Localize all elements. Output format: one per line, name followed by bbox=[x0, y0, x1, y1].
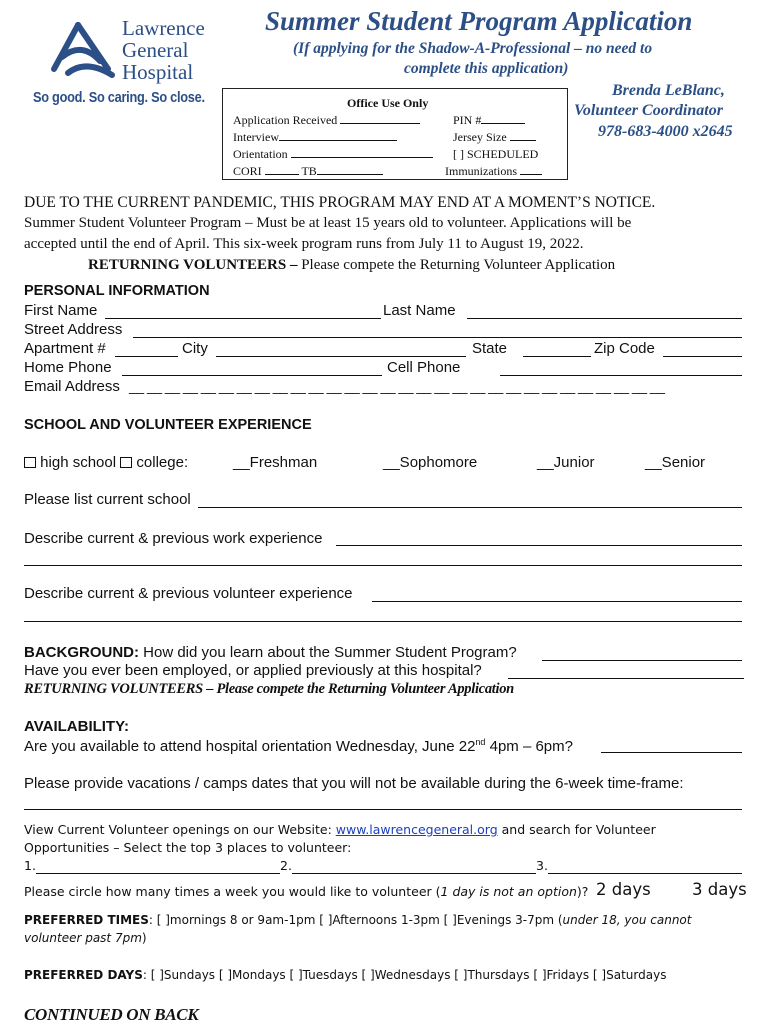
frequency-option-3-days[interactable]: 3 days bbox=[692, 880, 747, 899]
senior-option[interactable]: __Senior bbox=[645, 454, 706, 471]
logo-tagline: So good. So caring. So close. bbox=[33, 90, 205, 106]
vacation-dates-field[interactable] bbox=[24, 809, 742, 810]
preferred-days-options[interactable]: : [ ]Sundays [ ]Mondays [ ]Tuesdays [ ]Wednesdays [ ]Thursdays [ ]Fridays [ ]Saturdays bbox=[142, 968, 667, 982]
volunteer-experience-label: Describe current & previous volunteer experience bbox=[24, 585, 353, 602]
choice-1-field[interactable] bbox=[36, 873, 280, 874]
office-scheduled: [ ] SCHEDULED bbox=[453, 147, 539, 161]
preferred-days-label: PREFERRED DAYS bbox=[24, 968, 143, 982]
orientation-question: Are you available to attend hospital orientation Wednesday, June 22 bbox=[24, 738, 476, 755]
state-label: State bbox=[472, 340, 508, 357]
coordinator-role: Volunteer Coordinator bbox=[574, 102, 723, 119]
work-experience-field[interactable] bbox=[336, 545, 742, 546]
preferred-times-line-2 bbox=[24, 931, 147, 945]
office-pin: PIN # bbox=[453, 113, 482, 127]
junior-option[interactable]: __Junior bbox=[537, 454, 595, 471]
college-label: college: bbox=[136, 454, 189, 471]
openings-line-1 bbox=[24, 822, 656, 837]
last-name-field[interactable] bbox=[467, 318, 742, 319]
form-title: Summer Student Program Application bbox=[265, 6, 693, 36]
cell-phone-label: Cell Phone bbox=[387, 359, 461, 376]
home-phone-label: Home Phone bbox=[24, 359, 112, 376]
office-interview: Interview bbox=[233, 130, 279, 144]
subtitle-line-1: (If applying for the Shadow-A-Professional – no need to bbox=[293, 40, 653, 57]
school-experience-heading: SCHOOL AND VOLUNTEER EXPERIENCE bbox=[24, 417, 312, 433]
email-label: Email Address bbox=[24, 378, 120, 395]
preferred-times-label: PREFERRED TIMES bbox=[24, 913, 149, 927]
zip-code-field[interactable] bbox=[663, 356, 742, 357]
state-field[interactable] bbox=[523, 356, 591, 357]
work-experience-field-line-2[interactable] bbox=[24, 565, 742, 566]
returning-volunteers-text: Please compete the Returning Volunteer Application bbox=[297, 257, 616, 273]
last-name-label: Last Name bbox=[383, 302, 456, 319]
background-answer-2[interactable] bbox=[508, 678, 744, 679]
high-school-checkbox[interactable] bbox=[24, 457, 36, 468]
returning-volunteers-reminder: RETURNING VOLUNTEERS – Please compete the Returning Volunteer Application bbox=[24, 681, 514, 697]
sophomore-option[interactable]: __Sophomore bbox=[383, 454, 478, 471]
preferred-times-options[interactable]: : [ ]mornings 8 or 9am-1pm [ ]Afternoons 1-3pm [ ]Evenings 3-7pm ( bbox=[148, 913, 563, 927]
frequency-option-2-days[interactable]: 2 days bbox=[596, 880, 651, 899]
street-address-label: Street Address bbox=[24, 321, 123, 338]
frequency-note: 1 day is not an option bbox=[440, 884, 577, 899]
preferred-times-note-close: ) bbox=[141, 931, 147, 945]
availability-heading: AVAILABILITY: bbox=[24, 718, 129, 735]
office-heading: Office Use Only bbox=[347, 96, 429, 110]
background-label: BACKGROUND: bbox=[24, 644, 139, 661]
frequency-question bbox=[24, 884, 588, 899]
orientation-answer[interactable] bbox=[601, 752, 742, 753]
office-tb: TB bbox=[301, 164, 317, 178]
background-question-1: How did you learn about the Summer Student Program? bbox=[139, 644, 517, 661]
preferred-times-line-1 bbox=[24, 913, 691, 927]
website-link[interactable]: www.lawrencegeneral.org bbox=[335, 822, 498, 837]
returning-volunteers-label: RETURNING VOLUNTEERS – bbox=[88, 257, 298, 273]
city-field[interactable] bbox=[216, 356, 466, 357]
logo-name-line-3: Hospital bbox=[122, 60, 194, 84]
vacation-question: Please provide vacations / camps dates that you will not be available during the 6-week time-frame: bbox=[24, 775, 684, 792]
choice-3-field[interactable] bbox=[548, 873, 742, 874]
frequency-close: )? bbox=[576, 884, 589, 899]
coordinator-name: Brenda LeBlanc, bbox=[612, 82, 725, 99]
high-school-label: high school bbox=[40, 454, 117, 471]
background-answer-1[interactable] bbox=[542, 660, 742, 661]
preferred-times-note-2: volunteer past 7pm bbox=[24, 931, 142, 945]
home-phone-field[interactable] bbox=[122, 375, 382, 376]
office-jersey-size: Jersey Size bbox=[453, 130, 507, 144]
personal-info-heading: PERSONAL INFORMATION bbox=[24, 283, 210, 299]
office-immunizations: Immunizations bbox=[445, 164, 517, 178]
office-application-received: Application Received bbox=[233, 113, 338, 127]
city-label: City bbox=[182, 340, 208, 357]
freshman-option[interactable]: __Freshman bbox=[233, 454, 318, 471]
orientation-date-suffix: nd bbox=[475, 737, 486, 747]
preferred-days-line bbox=[24, 968, 666, 982]
openings-text-end: and search for Volunteer bbox=[497, 822, 656, 837]
subtitle-line-2: complete this application) bbox=[404, 60, 569, 77]
choice-2-field[interactable] bbox=[292, 873, 536, 874]
choice-3-label: 3. bbox=[536, 858, 548, 873]
cell-phone-field[interactable] bbox=[500, 375, 742, 376]
first-name-label: First Name bbox=[24, 302, 98, 319]
continued-on-back: CONTINUED ON BACK bbox=[24, 1005, 199, 1024]
logo-name-line-1: Lawrence bbox=[122, 16, 205, 40]
office-use-box bbox=[222, 88, 568, 180]
pandemic-notice: DUE TO THE CURRENT PANDEMIC, THIS PROGRAM MAY END AT A MOMENT’S NOTICE. bbox=[24, 194, 656, 211]
hospital-logo-icon bbox=[48, 17, 118, 79]
volunteer-experience-field-line-2[interactable] bbox=[24, 621, 742, 622]
background-question-2: Have you ever been employed, or applied previously at this hospital? bbox=[24, 662, 482, 679]
street-address-field[interactable] bbox=[133, 337, 742, 338]
choice-2-label: 2. bbox=[280, 858, 292, 873]
logo-name-line-2: General bbox=[122, 38, 189, 62]
apartment-field[interactable] bbox=[115, 356, 178, 357]
returning-volunteers-note bbox=[88, 257, 615, 274]
program-intro-line-1: Summer Student Volunteer Program – Must be at least 15 years old to volunteer. Applications will be bbox=[24, 215, 632, 231]
preferred-times-note-1: under 18, you cannot bbox=[562, 913, 692, 927]
openings-line-2: Opportunities – Select the top 3 places to volunteer: bbox=[24, 840, 352, 855]
choice-1-label: 1. bbox=[24, 858, 36, 873]
openings-text: View Current Volunteer openings on our Website: bbox=[24, 822, 336, 837]
office-cori: CORI bbox=[233, 164, 262, 178]
zip-code-label: Zip Code bbox=[594, 340, 655, 357]
office-orientation: Orientation bbox=[233, 147, 288, 161]
orientation-time: 4pm – 6pm? bbox=[485, 738, 573, 755]
coordinator-phone: 978-683-4000 x2645 bbox=[598, 123, 733, 140]
current-school-field[interactable] bbox=[198, 507, 742, 508]
frequency-text: Please circle how many times a week you would like to volunteer ( bbox=[24, 884, 441, 899]
first-name-field[interactable] bbox=[105, 318, 381, 319]
work-experience-label: Describe current & previous work experience bbox=[24, 530, 323, 547]
email-field[interactable]: __ __ __ __ __ __ __ __ __ __ __ __ __ __ __ __ __ __ __ __ __ __ __ __ __ __ __ __ __ __ bbox=[129, 378, 665, 394]
apartment-label: Apartment # bbox=[24, 340, 106, 357]
college-checkbox[interactable] bbox=[120, 457, 132, 468]
program-intro-line-2: accepted until the end of April. This six-week program runs from July 11 to August 19, 2022. bbox=[24, 236, 584, 252]
current-school-label: Please list current school bbox=[24, 491, 191, 508]
volunteer-experience-field[interactable] bbox=[372, 601, 742, 602]
